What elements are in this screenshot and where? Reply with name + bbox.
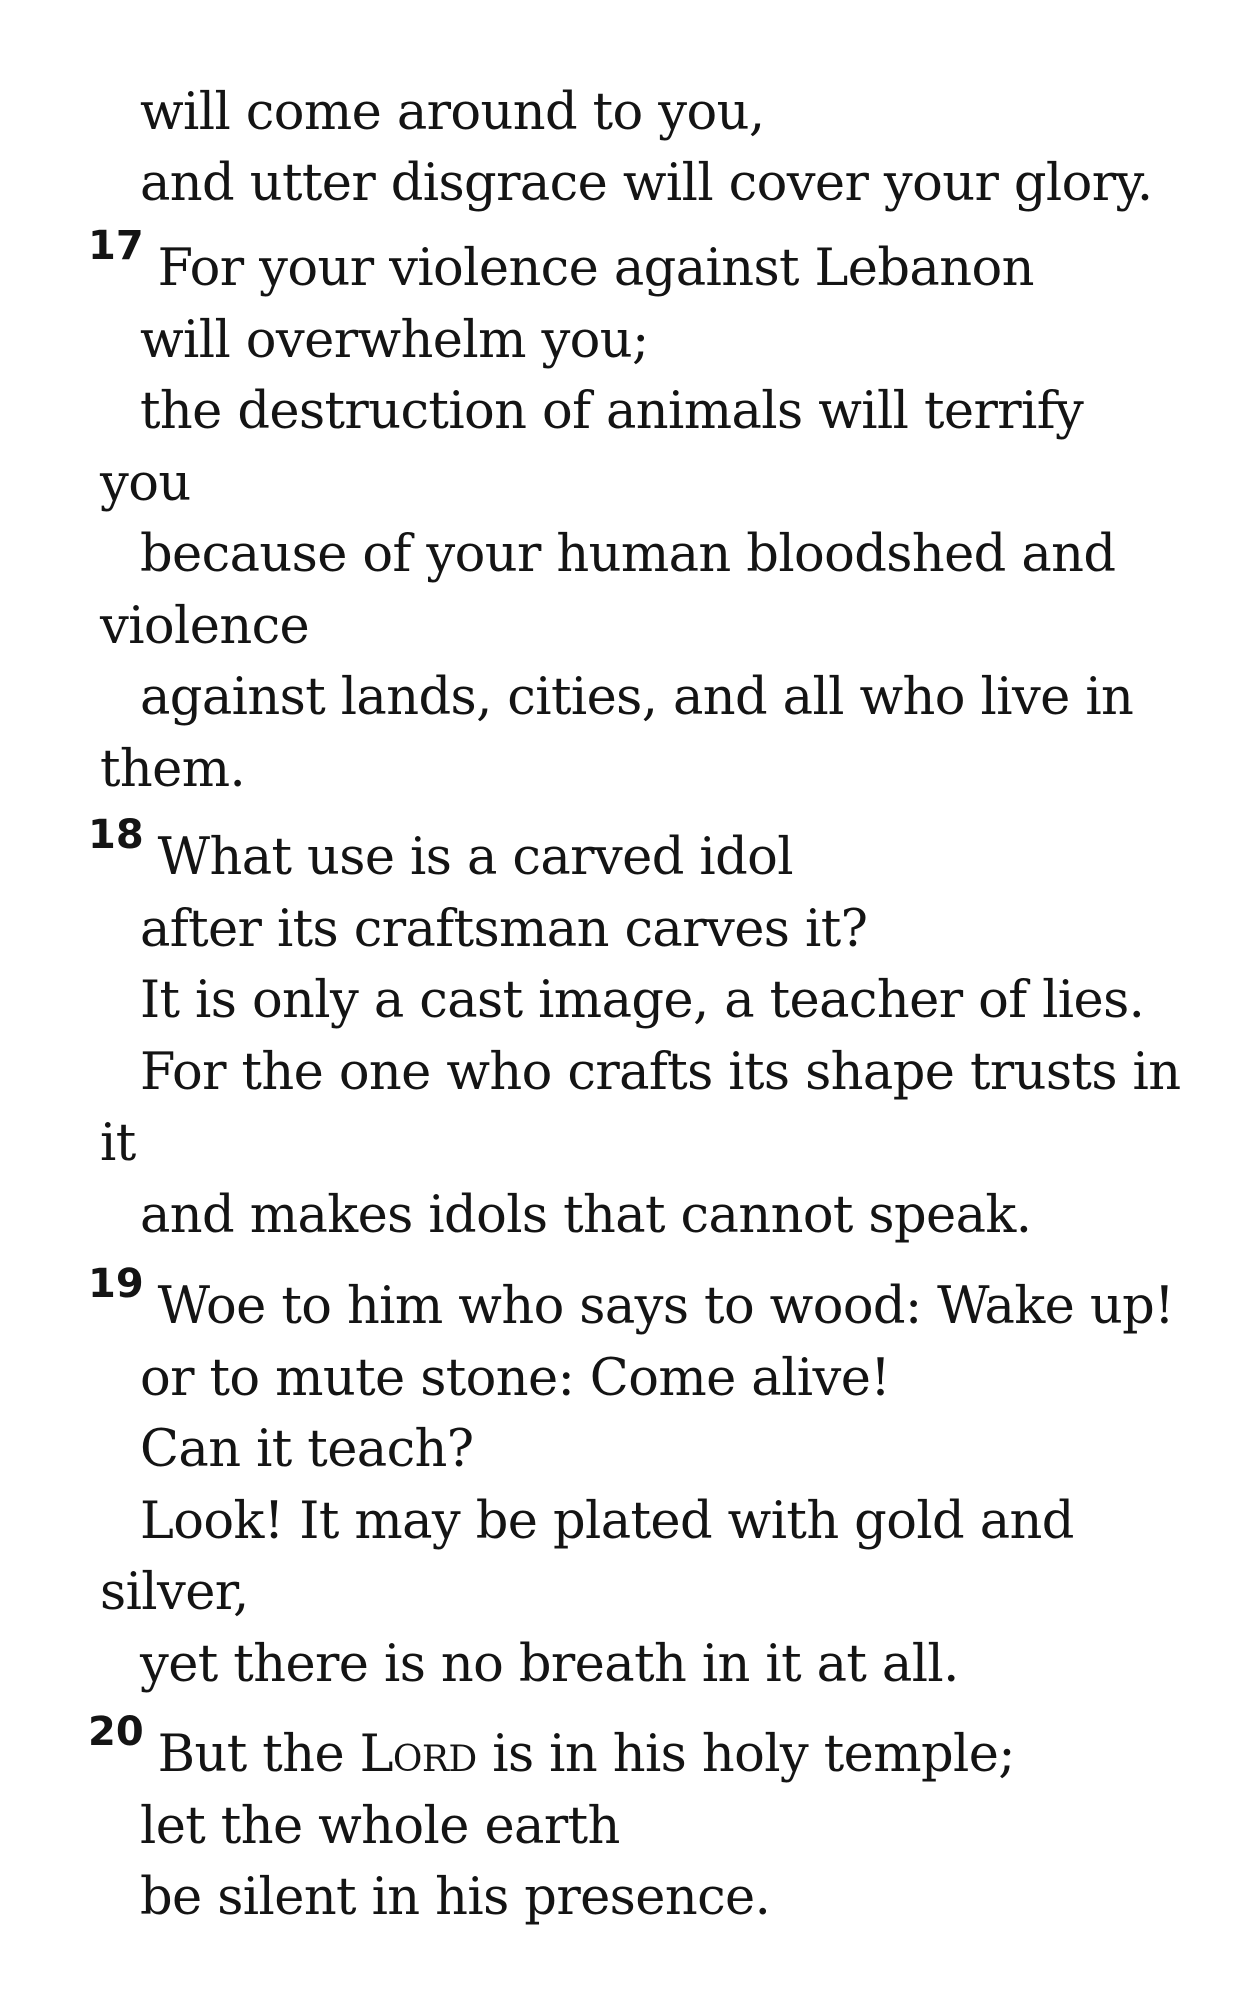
poem-line: It is only a cast image, a teacher of lies.: [140, 971, 1145, 1030]
verse-number: 18: [88, 812, 144, 858]
poem-line: because of your human bloodshed and: [140, 525, 1116, 584]
poem-line-wrap: you: [100, 454, 191, 513]
poem-line: or to mute stone: Come alive!: [140, 1349, 891, 1408]
verse-18-line: [88, 812, 793, 897]
verse-number: 19: [88, 1261, 144, 1307]
divine-name: Lord: [359, 1725, 477, 1784]
poem-line-text: is in his holy temple;: [492, 1725, 1015, 1784]
poem-line: let the whole earth: [140, 1797, 620, 1856]
verse-number: 17: [88, 223, 144, 269]
poem-line: will overwhelm you;: [140, 311, 649, 370]
verse-20-line: [88, 1709, 1015, 1794]
poem-line-wrap: it: [100, 1114, 136, 1173]
verse-19-line: [88, 1261, 1175, 1346]
poem-line-text: For your violence against Lebanon: [157, 239, 1034, 298]
poem-line: be silent in his presence.: [140, 1868, 771, 1927]
verse-number: 20: [88, 1709, 144, 1755]
poem-line: Look! It may be plated with gold and: [140, 1492, 1074, 1551]
poem-line: Can it teach?: [140, 1420, 474, 1479]
poem-line: will come around to you,: [140, 83, 765, 142]
poem-line-wrap: silver,: [100, 1563, 249, 1622]
poem-line: the destruction of animals will terrify: [140, 382, 1084, 441]
poem-line: against lands, cities, and all who live in: [140, 668, 1134, 727]
poem-line-text: What use is a carved idol: [157, 828, 793, 887]
verse-17-line: [88, 223, 1034, 308]
poem-line: For the one who crafts its shape trusts in: [140, 1043, 1181, 1102]
poem-line: and makes idols that cannot speak.: [140, 1186, 1032, 1245]
poem-line-wrap: them.: [100, 740, 246, 799]
poem-line: after its craftsman carves it?: [140, 900, 868, 959]
poem-line-wrap: violence: [100, 597, 310, 656]
poem-line: and utter disgrace will cover your glory.: [140, 154, 1153, 213]
poem-line-text: Woe to him who says to wood: Wake up!: [157, 1277, 1175, 1336]
poem-line: yet there is no breath in it at all.: [140, 1635, 959, 1694]
poem-line-text: But the: [157, 1725, 345, 1784]
